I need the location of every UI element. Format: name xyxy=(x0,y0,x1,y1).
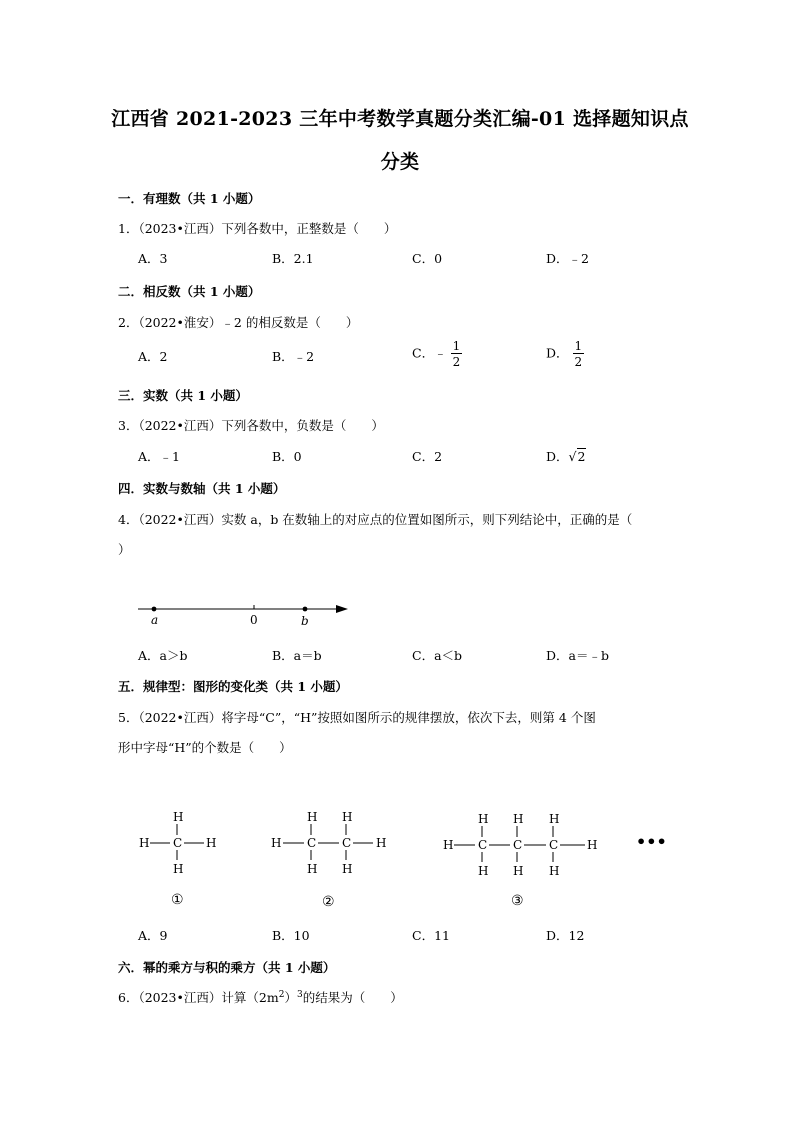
h-atom: H xyxy=(443,838,454,852)
number-line-figure xyxy=(130,595,360,630)
c-atom: C xyxy=(513,838,523,852)
molecule-figure-1 xyxy=(139,810,216,908)
q2-option-c-fraction xyxy=(451,340,463,368)
q4-option-b: B．a＝b xyxy=(272,648,322,663)
c-atom: C xyxy=(549,838,559,852)
h-atom: H xyxy=(342,810,353,824)
molecule-pattern-figure xyxy=(120,790,680,920)
q4-option-a: A．a＞b xyxy=(138,648,188,663)
question-6-stem xyxy=(118,988,403,1006)
fraction-denominator: 2 xyxy=(452,355,461,369)
h-atom: H xyxy=(549,864,560,878)
figure-label-2: ② xyxy=(322,894,335,910)
q6-stem-mid: ） xyxy=(284,990,297,1005)
label-b: b xyxy=(301,614,309,628)
q5-option-b: B．10 xyxy=(272,928,310,943)
q6-outer-exponent: 3 xyxy=(296,989,303,1000)
point-b xyxy=(303,607,308,612)
question-4-stem-line1: 4．（2022•江西）实数 a，b 在数轴上的对应点的位置如图所示，则下列结论中，正确的是（ xyxy=(118,512,633,527)
q2-option-c xyxy=(412,340,462,368)
continuation-ellipsis: ••• xyxy=(636,832,667,851)
figure-label-1: ① xyxy=(171,892,184,908)
section-heading-6: 六．幂的乘方与积的乘方（共 1 小题） xyxy=(118,960,336,975)
h-atom: H xyxy=(139,836,150,850)
q1-option-a: A．3 xyxy=(138,251,168,266)
molecule-figure-3 xyxy=(443,812,597,909)
h-atom: H xyxy=(206,836,217,850)
q2-option-c-prefix: C．﹣ xyxy=(412,345,447,361)
c-atom: C xyxy=(307,836,317,850)
h-atom: H xyxy=(307,810,318,824)
h-atom: H xyxy=(513,812,524,826)
q3-option-a: A．﹣1 xyxy=(138,449,180,464)
section-heading-5: 五．规律型：图形的变化类（共 1 小题） xyxy=(118,679,348,694)
figure-label-3: ③ xyxy=(511,893,524,909)
label-zero: 0 xyxy=(250,613,258,627)
q1-option-c: C．0 xyxy=(412,251,443,266)
q4-option-c: C．a＜b xyxy=(412,648,463,663)
question-5-stem-line2: 形中字母“H”的个数是（ ） xyxy=(118,740,292,755)
q2-option-d-prefix: D． xyxy=(546,345,569,361)
section-heading-3: 三．实数（共 1 小题） xyxy=(118,388,248,403)
molecule-figure-2 xyxy=(271,810,386,910)
section-heading-2: 二．相反数（共 1 小题） xyxy=(118,284,261,299)
q3-option-d-prefix: D． xyxy=(546,449,569,464)
question-2-stem: 2．（2022•淮安）﹣2 的相反数是（ ） xyxy=(118,315,359,330)
h-atom: H xyxy=(478,812,489,826)
q1-option-b: B．2.1 xyxy=(272,251,314,266)
h-atom: H xyxy=(173,810,184,824)
fraction-numerator: 1 xyxy=(574,339,583,353)
h-atom: H xyxy=(549,812,560,826)
q3-option-b: B．0 xyxy=(272,449,302,464)
h-atom: H xyxy=(307,862,318,876)
q6-inner-exponent: 2 xyxy=(278,989,285,1000)
q2-option-a: A．2 xyxy=(138,349,168,364)
h-atom: H xyxy=(478,864,489,878)
document-title-line2: 分类 xyxy=(380,151,420,173)
sqrt-radicand: 2 xyxy=(577,449,586,464)
q3-option-d xyxy=(546,447,586,465)
q3-option-c: C．2 xyxy=(412,449,443,464)
q1-option-d: D．﹣2 xyxy=(546,251,589,266)
q2-option-b: B．﹣2 xyxy=(272,349,315,364)
c-atom: C xyxy=(173,836,183,850)
h-atom: H xyxy=(587,838,598,852)
question-5-stem-line1: 5．（2022•江西）将字母“C”，“H”按照如图所示的规律摆放，依次下去，则第 4 个图 xyxy=(118,710,596,725)
square-root: √2 xyxy=(568,449,586,464)
q4-option-d: D．a＝﹣b xyxy=(546,648,609,663)
h-atom: H xyxy=(271,836,282,850)
c-atom: C xyxy=(342,836,352,850)
section-heading-1: 一．有理数（共 1 小题） xyxy=(118,191,261,206)
question-4-stem-line2: ） xyxy=(118,542,131,557)
point-a xyxy=(152,607,157,612)
question-1-stem: 1．（2023•江西）下列各数中，正整数是（ ） xyxy=(118,221,397,236)
q2-option-d xyxy=(546,340,584,368)
q5-option-a: A．9 xyxy=(138,928,168,943)
label-a: a xyxy=(151,613,159,627)
h-atom: H xyxy=(342,862,353,876)
document-title-line1: 江西省 2021-2023 三年中考数学真题分类汇编-01 选择题知识点 xyxy=(111,108,689,130)
h-atom: H xyxy=(376,836,387,850)
section-heading-4: 四．实数与数轴（共 1 小题） xyxy=(118,481,286,496)
q6-stem-suffix: 的结果为（ ） xyxy=(302,990,403,1005)
h-atom: H xyxy=(513,864,524,878)
h-atom: H xyxy=(173,862,184,876)
question-3-stem: 3．（2022•江西）下列各数中，负数是（ ） xyxy=(118,418,384,433)
number-line-arrow xyxy=(336,605,348,613)
q6-stem-prefix: 6．（2023•江西）计算（2m xyxy=(118,990,279,1005)
q5-option-c: C．11 xyxy=(412,928,450,943)
c-atom: C xyxy=(478,838,488,852)
fraction-numerator: 1 xyxy=(452,339,461,353)
q5-option-d: D．12 xyxy=(546,928,585,943)
q2-option-d-fraction xyxy=(573,340,585,368)
fraction-denominator: 2 xyxy=(574,355,583,369)
